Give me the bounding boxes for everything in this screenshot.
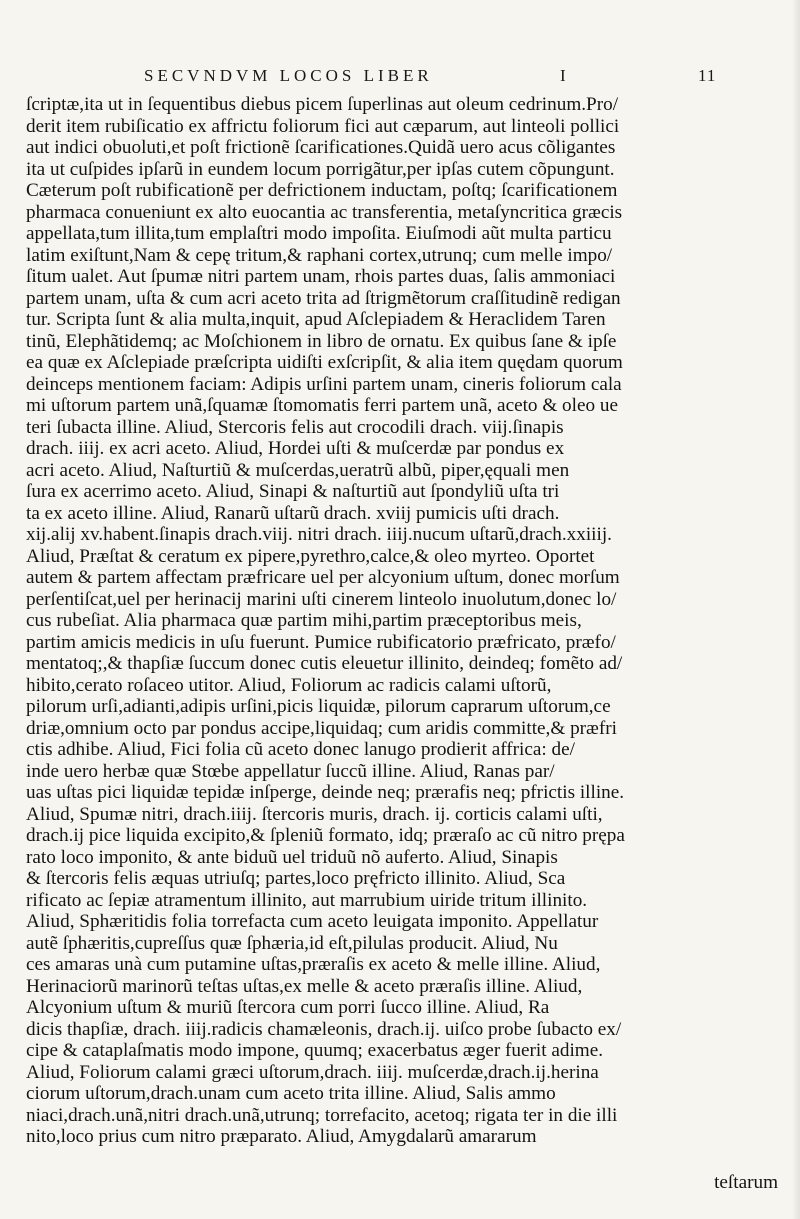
text-line: & ſtercoris felis æquas utriuſq; partes,loco pręfricto illinito. Aliud, Sca [26,868,566,889]
text-line: mi uſtorum partem unã,ſquamæ ſtomomatis ferri partem unã, aceto & oleo ue [26,395,618,416]
text-line: ita ut cuſpides ipſarũ in eundem locum porrigãtur,per ipſas cutem cõpungunt. [26,158,615,180]
text-line: nito,loco prius cum nitro præparato. Aliud, Amygdalarũ amararum [26,1126,537,1147]
text-line: ctis adhibe. Aliud, Fici folia cũ aceto donec lanugo prodierit affrica: de/ [26,739,575,760]
text-line: ea quæ ex Aſclepiade præſcripta uidiſti exſcripſit, & alia item quędam quorum [26,352,623,373]
text-line: ta ex aceto illine. Aliud, Ranarũ uſtarũ drach. xviij pumicis uſti drach. [26,502,560,524]
text-line: perſentiſcat,uel per herinacij marini uſti cinerem linteolo inuolutum,donec lo/ [26,588,617,610]
folio-number: 11 [698,66,717,85]
text-line: inde uero herbæ quæ Stœbe appellatur ſuccũ illine. Aliud, Ranas par/ [26,760,555,782]
text-line: drach.ij pice liquida excipito,& ſpleniũ formato, idq; præraſo ac cũ nitro prępa [26,825,625,846]
text-line: Aliud, Præſtat & ceratum ex pipere,pyrethro,calce,& oleo myrteo. Oportet [26,545,595,567]
text-line: pharmaca conueniunt ex alto euocantia ac transferentia, metaſyncritica græcis [26,201,623,223]
text-line: cipe & cataplaſmatis modo impone, quumq; exacerbatus æger fuerit adime. [26,1040,604,1061]
text-line: niaci,drach.unã,nitri drach.unã,utrunq; torrefacito, acetoq; rigata ter in die illi [26,1104,618,1126]
text-line: cus rubeſiat. Alia pharmaca quæ partim mihi,partim præceptoribus meis, [26,610,582,631]
text-line: autem & partem affectam præfricare uel per alcyonium uſtum, donec morſum [26,567,620,588]
text-line: rificato ac ſepiæ atramentum illinito, aut marrubium uiride tritum illinito. [26,889,588,911]
text-line: latim exiſtunt,Nam & cepę tritum,& raphani cortex,utrunq; cum melle impo/ [26,244,613,266]
catchword: teſtarum [714,1172,778,1193]
text-line: ſitum ualet. Aut ſpumæ nitri partem unam, rhois partes duas, ſalis ammoniaci [26,266,616,287]
text-line: tur. Scripta ſunt & alia multa,inquit, apud Aſclepiadem & Heraclidem Taren [26,309,606,330]
text-line: acri aceto. Aliud, Naſturtiũ & muſcerdas,ueratrũ albũ, piper,ęquali men [26,459,570,481]
text-line: xij.alij xv.habent.ſinapis drach.viij. nitri drach. iiij.nucum uſtarũ,drach.xxiiij. [26,524,612,545]
text-line: autẽ ſphæritis,cupreſſus quæ ſphæria,id eſt,pilulas producit. Aliud, Nu [26,932,558,954]
text-line: dicis thapſiæ, drach. iiij.radicis chamæleonis, drach.ij. uiſco probe ſubacto ex/ [26,1018,622,1040]
text-line: appellata,tum illita,tum emplaſtri modo impoſita. Eiuſmodi aũt multa particu [26,223,612,244]
text-block [26,94,790,1148]
text-line: ciorum uſtorum,drach.unam cum aceto trita illine. Aliud, Salis ammo [26,1083,556,1104]
text-line: driæ,omnium octo par pondus accipe,liquidaq; cum aridis committe,& præfri [26,717,617,739]
text-line: mentatoq;,& thapſiæ ſuccum donec cutis eleuetur illinito, deindeq; fomẽto ad/ [26,653,623,674]
text-line: Alcyonium uſtum & muriũ ſtercora cum porri ſucco illine. Aliud, Ra [26,997,550,1018]
text-line: drach. iiij. ex acri aceto. Aliud, Hordei uſti & muſcerdæ par pondus ex [26,438,565,459]
text-line: partem unam, uſta & cum acri aceto trita ad ſtrigmẽtorum craſſitudinẽ redigan [26,287,621,309]
text-line: Aliud, Sphæritidis folia torrefacta cum aceto leuigata imponito. Appellatur [26,911,599,932]
running-header [26,60,790,90]
text-line: pilorum urſi,adianti,adipis urſini,picis liquidæ, pilorum caprarum uſtorum,ce [26,696,611,717]
text-line: Aliud, Spumæ nitri, drach.iiij. ſtercoris muris, drach. ij. corticis calami uſti, [26,803,603,825]
text-line: Cæterum poſt rubificationẽ per defrictionem inductam, poſtq; ſcarificationem [26,180,618,201]
text-line: ſura ex acerrimo aceto. Aliud, Sinapi & naſturtiũ aut ſpondyliũ uſta tri [26,481,560,502]
text-line: ces amaras unà cum putamine uſtas,præraſis ex aceto & melle illine. Aliud, [26,954,601,975]
text-line: Aliud, Foliorum calami græci uſtorum,drach. iiij. muſcerdæ,drach.ij.herina [26,1061,599,1083]
text-line: rato loco imponito, & ante biduũ uel triduũ nõ auferto. Aliud, Sinapis [26,846,558,868]
text-line: ſcriptæ,ita ut in ſequentibus diebus picem ſuperlinas aut oleum cedrinum.Pro/ [26,94,619,115]
text-line: uas uſtas pici liquidæ tepidæ inſperge, deinde neq; prærafis neq; pfrictis illine. [26,782,625,803]
text-line: derit item rubiſicatio ex affrictu foliorum fici aut cæparum, aut linteoli pollici [26,115,620,137]
text-line: teri ſubacta illine. Aliud, Stercoris felis aut crocodili drach. viij.ſinapis [26,416,564,438]
book-number: I [560,66,570,85]
text-line: aut indici obuoluti,et poſt frictionẽ ſcarificationes.Quidã uero acus cõligantes [26,137,616,158]
page-edge-shadow [792,0,800,1219]
text-line: tinũ, Elephãtidemq; ac Moſchionem in libro de ornatu. Ex quibus ſane & ipſe [26,330,617,352]
running-title: SECVNDVM LOCOS LIBER [144,66,433,85]
text-line: partim amicis medicis in uſu fuerunt. Pumice rubificatorio præfricato, præfo/ [26,631,616,653]
text-line: Herinaciorũ marinorũ teſtas uſtas,ex melle & aceto præraſis illine. Aliud, [26,975,583,997]
text-line: hibito,cerato roſaceo utitor. Aliud, Foliorum ac radicis calami uſtorũ, [26,674,552,696]
text-line: deinceps mentionem faciam: Adipis urſini partem unam, cineris foliorum cala [26,373,622,395]
